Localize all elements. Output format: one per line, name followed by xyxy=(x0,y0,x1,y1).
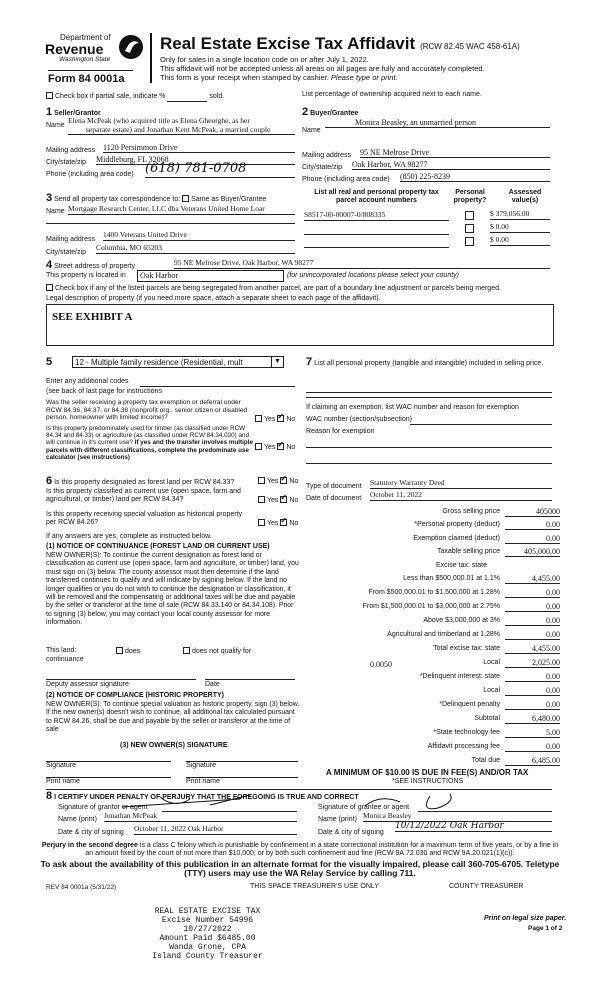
taxcorr-heading-text: Send all property tax correspondence to: xyxy=(54,196,181,203)
calc-t1-value[interactable]: 4,455.00 xyxy=(505,574,560,584)
segregated-checkbox[interactable] xyxy=(46,284,53,291)
sec6-q1 xyxy=(46,475,234,488)
calc-t2-label: From $500,000.01 to $1,500,000 at 1.28% xyxy=(368,589,500,596)
parcel-col-value xyxy=(500,189,550,205)
yes-label: Yes xyxy=(264,444,276,451)
calc-proc-fee-label: Affidavit processing fee xyxy=(427,743,500,750)
located-note: (for unincorporated locations please select your county) xyxy=(287,272,459,279)
doc-type-field[interactable]: Statutory Warranty Deed xyxy=(370,479,552,489)
legal-label: Legal description of property (if you need more space, attach a separate sheet to each page of the affidavit). xyxy=(46,295,381,302)
same-as-buyer-checkbox[interactable] xyxy=(182,195,189,202)
sec6-q1-answer xyxy=(258,477,298,486)
form-title: Real Estate Excise Tax Affidavit xyxy=(160,34,416,53)
calc-subtotal-value[interactable]: 6,480.00 xyxy=(505,714,560,724)
segregated-label: Check box if any of the listed parcels are being segregated from another parcel, are part of a boundary line adjustment or parcels being merged. xyxy=(55,285,501,292)
notice2-body: NEW OWNER(S): To continue special valuation as historic property, sign (3) below. If the new owner(s) doesn't wish to continue, all additional tax calculated pursuant to RCW 84.26, shall be due and payable by the seller or transferor at the time of sale xyxy=(46,701,300,734)
assessor-label: Deputy assessor signature xyxy=(46,681,129,688)
dept-line3: Washington State xyxy=(59,56,111,64)
calc-delinq-local xyxy=(310,687,560,698)
assessor-sig-field[interactable] xyxy=(46,678,196,680)
addl-codes-field[interactable] xyxy=(140,385,295,387)
notice3-head: (3) NEW OWNER(S) SIGNATURE xyxy=(120,742,228,749)
grantor-date-field[interactable]: October 11, 2022 Oak Harbor xyxy=(134,825,297,835)
local-rate: 0.0050 xyxy=(370,660,392,669)
sec7-text: List all personal property (tangible and intangible) included in selling price. xyxy=(314,360,544,367)
seller-city-label: City/state/zip xyxy=(46,159,87,166)
no-label: No xyxy=(289,478,299,485)
street-row xyxy=(46,259,135,272)
header-sub3a: This form is your receipt when stamped by cashier. xyxy=(160,73,329,82)
calc-exemption xyxy=(310,535,560,546)
sec5-q2 xyxy=(46,425,254,461)
form-number: Form 84 0001a xyxy=(48,70,133,86)
buyer-name-field[interactable]: Monica Beasley, an unmarried person xyxy=(325,118,550,128)
parcel-personal-3[interactable] xyxy=(465,237,474,246)
buyer-city-field[interactable]: Oak Harbor, WA 98277 xyxy=(352,160,550,170)
notice1-body: NEW OWNER(S): To continue the current designation as forest land or classification as current use (open space, farm and agriculture, or timber) land, you must sign on (3) below. The county assessor must then determine if the land transferred continues to qualify and will indicate by signing below. If the land no longer qualifies or you do not wish to continue the designation or classification, it will be removed and the compensating or additional taxes will be due and payable by the seller or transferor at the time of sale (RCW 84.33.140 or 84.34.108). Prior to signing (3) below, you may contact your local county assessor for more information. xyxy=(46,552,299,627)
calc-total-due-value[interactable]: 6,485.00 xyxy=(505,756,560,766)
land-use-value: 12 - Multiple family residence (Residential, mult xyxy=(75,358,243,367)
taxcorr-city-label: City/state/zip xyxy=(46,249,87,256)
sec5-q1-text: Was the seller receiving a property tax exemption or deferral under RCW 84.36, 84.37, or 84.38 (nonprofit org., senior citizen or disabled person, homeowner with limited income)? xyxy=(46,399,248,422)
sec5-q2b-text: If yes and the transfer involves multiple parcels with different classifications, complete the predominate use calculator (see instructions) xyxy=(46,439,253,461)
dept-line1: Department of xyxy=(60,33,111,42)
sec6-num: 6 xyxy=(46,475,53,487)
sec6-q1-text: Is this property designated as forest land per RCW 84.33? xyxy=(54,479,235,486)
sec6-q3: Is this property receiving special valuation as historical property per RCW 84.26? xyxy=(46,511,243,527)
calc-taxable-value[interactable]: 405,000.00 xyxy=(505,547,560,557)
partial-label-b: sold. xyxy=(209,93,225,100)
grantee-date-label: Date & city of signing xyxy=(318,829,384,836)
does-label: does xyxy=(125,648,141,655)
calc-proc-fee-value[interactable]: 0.00 xyxy=(505,742,560,752)
calc-local-value[interactable]: 2,025.00 xyxy=(505,658,560,668)
doc-date-label: Date of document xyxy=(306,495,362,502)
sec7 xyxy=(306,356,556,369)
calc-total-due xyxy=(310,757,560,768)
sec6-q3-yes[interactable] xyxy=(258,519,265,526)
stamp-line1: REAL ESTATE EXCISE TAX xyxy=(154,907,261,916)
reason-label: Reason for exemption xyxy=(306,428,375,435)
seller-num: 1 xyxy=(46,106,53,118)
grantor-name-label: Name (print) xyxy=(58,816,97,823)
does-option xyxy=(116,647,140,656)
certify-text: I CERTIFY UNDER PENALTY OF PERJURY THAT THE FOREGOING IS TRUE AND CORRECT xyxy=(54,794,359,801)
rev-number: REV 84 0001a (5/31/22) xyxy=(46,884,117,891)
calc-t5-label: Agricultural and timberland at 1.28% xyxy=(387,631,500,638)
parcel-h2b: property? xyxy=(453,197,487,205)
parcel-value-2[interactable]: $ 0.00 xyxy=(490,223,550,233)
calc-local-label: Local xyxy=(483,659,500,666)
no-label: No xyxy=(286,444,296,451)
seller-phone-label: Phone (including area code) xyxy=(46,171,134,178)
parcel-h3: Assessed xyxy=(508,189,542,196)
buyer-city-label: City/state/zip xyxy=(302,164,343,171)
revenue-logo-icon xyxy=(117,33,145,61)
calc-subtotal xyxy=(310,715,560,726)
grantor-signature-icon xyxy=(120,793,260,813)
assessor-date-label: Date xyxy=(205,681,220,688)
header-sub2: This affidavit will not be accepted unless all areas on all pages are fully and accurately completed. xyxy=(160,64,485,73)
calc-t3 xyxy=(310,603,560,614)
parcel-col-acct xyxy=(304,189,449,205)
calc-t2-value[interactable]: 0.00 xyxy=(505,588,560,598)
calc-t1-label: Less than $500,000.01 at 1.1% xyxy=(403,575,500,582)
calc-local xyxy=(310,659,560,670)
stamp-line3: 10/27/2022 xyxy=(183,925,232,934)
notice2-head: (2) NOTICE OF COMPLIANCE (HISTORIC PROPERTY) xyxy=(46,692,224,699)
sec8-num: 8 xyxy=(46,790,53,802)
grantee-name-label: Name (print) xyxy=(318,816,357,823)
calc-gross xyxy=(310,508,560,519)
seller-name-line2: separate estate) and Jonathan Kent McPeak, a married couple xyxy=(86,125,271,134)
land-use-select[interactable] xyxy=(72,356,284,368)
segregated-row xyxy=(46,284,501,293)
buyer-heading xyxy=(302,106,358,119)
parcel-value-3[interactable]: $ 0.00 xyxy=(490,236,550,246)
calc-t5 xyxy=(310,631,560,642)
parcel-acct-3[interactable] xyxy=(304,246,449,248)
stamp-line4: Amount Paid $6485.00 xyxy=(159,934,256,943)
partial-sale xyxy=(46,92,224,102)
calc-personal xyxy=(310,521,560,532)
calc-taxable xyxy=(310,548,560,559)
header-sub3b: Please type or print. xyxy=(330,73,398,82)
calc-gross-value[interactable]: 405000 xyxy=(505,507,560,517)
does-not-label: does not qualify for xyxy=(192,648,252,655)
calc-delinq-state xyxy=(310,673,560,684)
sec6-q2-answer xyxy=(258,496,298,505)
legal-size-note: Print on legal size paper. xyxy=(484,915,567,922)
sec5-q2-text: Is this property predominately used for timber (as classified under RCW 84.34 and 84.33) or agriculture (as classified under RCW 84.34.020) and will continue in it's current use? xyxy=(46,425,250,447)
street-field[interactable]: 95 NE Melrose Drive, Oak Harbor, WA 98277 xyxy=(174,259,550,269)
header-sub1: Only for sales in a single location code on or after July 1, 2022. xyxy=(160,55,369,64)
parcel-personal-1[interactable] xyxy=(465,211,474,220)
taxcorr-city-field[interactable]: Columbia, MO 65203 xyxy=(96,244,295,254)
seller-phone-field[interactable]: (618) 781-0708 xyxy=(145,162,295,178)
seller-name-field[interactable] xyxy=(68,116,295,135)
continuance-label: continuance xyxy=(46,656,84,663)
parcel-h1b: parcel account numbers xyxy=(336,197,417,205)
wac-label: WAC number (section/subsection) xyxy=(306,416,412,423)
grantor-date-label: Date & city of signing xyxy=(58,829,124,836)
seller-heading-text: Seller/Grantor xyxy=(54,110,101,117)
calc-exemption-label: Exemption claimed (deduct) xyxy=(413,535,500,542)
stamp-line2: Excise Number 54996 xyxy=(161,916,254,925)
sec6-q4: If any answers are yes, complete as instructed below. xyxy=(46,533,212,540)
does-not-checkbox[interactable] xyxy=(183,647,190,654)
calc-delinq-state-value[interactable]: 0.00 xyxy=(505,672,560,682)
parcel-h3b: value(s) xyxy=(511,197,539,205)
perjury-bold: Perjury in the second degree xyxy=(41,842,138,849)
sec6-q2-yes[interactable] xyxy=(258,496,265,503)
seller-name-line1: Elena McPeak (who acquired title as Elena Gheorghe, as her xyxy=(68,116,250,125)
sec5-q2-answer xyxy=(255,443,295,452)
calc-delinq-penalty-label: *Delinquent penalty xyxy=(439,701,500,708)
calc-taxable-label: Taxable selling price xyxy=(436,548,500,555)
treasurer-stamp xyxy=(150,907,265,961)
grantee-name-field[interactable]: Monica Beasley xyxy=(363,812,552,822)
grantor-name-field[interactable]: Jonathan McPeak xyxy=(104,812,297,822)
sec5-q2-no[interactable] xyxy=(277,443,284,450)
parcel-acct-1[interactable]: S8517-00-00007-0/808335 xyxy=(304,211,449,221)
alt-format: To ask about the availability of this publication in an alternate format for the visually impaired, please call 360-705-6705. Teletype (TTY) users may use the WA Relay Service by calling 711. xyxy=(40,859,560,878)
calc-exemption-value[interactable]: 0.00 xyxy=(505,534,560,544)
calc-t4-value[interactable]: 0.00 xyxy=(505,616,560,626)
calc-subtotal-label: Subtotal xyxy=(474,715,500,722)
stamp-line5: Wanda Grone, CPA xyxy=(169,943,246,952)
does-not-option xyxy=(183,647,251,656)
buyer-mail-field[interactable]: 95 NE Melrose Drive xyxy=(360,148,550,158)
legal-description-field[interactable] xyxy=(46,304,554,346)
street-num: 4 xyxy=(46,259,53,271)
located-select[interactable]: Oak Harbor xyxy=(137,270,284,282)
taxcorr-heading xyxy=(46,192,266,205)
owner-sig-label-1: Signature xyxy=(46,762,76,769)
calc-tech-fee-value[interactable]: 5.00 xyxy=(505,728,560,738)
street-label: Street address of property xyxy=(54,263,136,270)
seller-city-field[interactable]: Middleburg, FL 32068 xyxy=(96,155,295,165)
taxcorr-name-field[interactable]: Mortgage Research Center, LLC dba Veterans United Home Loar xyxy=(68,205,295,215)
owner-print-label-1: Print name xyxy=(46,778,80,785)
calc-gross-label: Gross selling price xyxy=(442,508,500,515)
buyer-phone-field[interactable]: (850) 225-8239 xyxy=(400,172,550,182)
same-as-buyer-label: Same as Buyer/Grantee xyxy=(191,196,267,203)
sec6-q3-no[interactable] xyxy=(280,519,287,526)
parcel-value-1[interactable]: $ 379,056.00 xyxy=(490,210,550,220)
perjury-body: is a class C felony which is punishable by confinement in a state correctional institution for a maximum term of five years, or by a fine in an amount fixed by the court of not more than $10,000, or by both such confinement and fine (RCW 9A.72.030 and RCW 9A.20.021(1)(c)). xyxy=(85,842,559,857)
partial-sale-checkbox[interactable] xyxy=(46,92,53,99)
no-label: No xyxy=(289,497,299,504)
buyer-phone-label: Phone (including area code) xyxy=(302,176,390,183)
no-label: No xyxy=(286,416,296,423)
personal-property-line2 xyxy=(306,396,552,398)
parcel-col-personal xyxy=(450,189,490,205)
header-sub3 xyxy=(160,73,580,82)
seller-mail-field[interactable]: 1120 Persimmon Drive xyxy=(103,143,295,153)
calc-delinq-local-label: Local xyxy=(483,687,500,694)
reason-field[interactable] xyxy=(306,446,552,448)
calc-tech-fee xyxy=(310,729,560,740)
calc-total-state xyxy=(310,645,560,656)
buyer-name-label: Name xyxy=(302,127,321,134)
buyer-num: 2 xyxy=(302,106,309,118)
addl-codes-label: Enter any additional codes xyxy=(46,378,129,385)
calc-t4-label: Above $3,000,000 at 3% xyxy=(423,617,500,624)
owner-sig-label-2: Signature xyxy=(186,762,216,769)
county-treasurer: COUNTY TREASURER xyxy=(449,883,524,890)
partial-label: Check box if partial sale, indicate % xyxy=(55,93,166,100)
dept-line2: Revenue xyxy=(45,41,104,58)
sec6-q1-no[interactable] xyxy=(280,477,287,484)
calc-delinq-penalty-value[interactable]: 0.00 xyxy=(505,700,560,710)
calc-total-state-label: Total excise tax: state xyxy=(433,645,500,652)
sec5-q1-yes[interactable] xyxy=(255,415,262,422)
calc-total-state-value[interactable]: 4,455.00 xyxy=(505,644,560,654)
assessor-date-field[interactable] xyxy=(205,678,295,680)
grantee-date-field[interactable]: 10/12/2022 Oak Harbor xyxy=(395,821,552,832)
wac-field[interactable] xyxy=(410,423,552,425)
buyer-mail-label: Mailing address xyxy=(302,152,352,159)
this-land-label: This land: xyxy=(46,647,77,654)
yes-label: Yes xyxy=(267,478,279,485)
parcel-h1: List all real and personal property tax xyxy=(314,189,439,196)
located-label: This property is located in xyxy=(46,272,126,279)
sec6-q1-yes[interactable] xyxy=(258,477,265,484)
parcel-personal-2[interactable] xyxy=(465,224,474,233)
partial-percent-field[interactable] xyxy=(167,93,207,102)
calc-delinq-state-label: *Delinquent interest: state xyxy=(419,673,500,680)
does-checkbox[interactable] xyxy=(116,647,123,654)
yes-label: Yes xyxy=(267,520,279,527)
sig-grantor-label: Signature of grantor or agent xyxy=(58,804,148,811)
parcel-acct-2[interactable] xyxy=(304,233,449,235)
sec6-q2-no[interactable] xyxy=(280,496,287,503)
excise-state-label: Excise tax: state xyxy=(436,562,487,569)
taxcorr-name-line2 xyxy=(46,222,295,224)
taxcorr-mail-field[interactable]: 1400 Veterans United Drive xyxy=(103,231,295,241)
calc-t4 xyxy=(310,617,560,628)
calc-personal-value[interactable]: 0.00 xyxy=(505,520,560,530)
header-divider xyxy=(150,33,152,83)
reason-line2 xyxy=(306,462,552,464)
calc-t2 xyxy=(310,589,560,600)
notice1-head: (1) NOTICE OF CONTINUANCE (FOREST LAND OR CURRENT USE) xyxy=(46,543,270,550)
stamp-line6: Island County Treasurer xyxy=(152,952,263,961)
calc-t5-value[interactable]: 0.00 xyxy=(505,630,560,640)
owner-print-label-2: Print name xyxy=(186,778,220,785)
seller-name-label: Name xyxy=(46,122,65,129)
ownership-note: List percentage of ownership acquired next to each name. xyxy=(302,91,482,98)
treasurer-use: THIS SPACE TREASURER'S USE ONLY xyxy=(250,883,379,890)
form-rcw: (RCW 82.45 WAC 458-61A) xyxy=(420,42,520,51)
buyer-heading-text: Buyer/Grantee xyxy=(310,110,359,117)
doc-type-label: Type of document xyxy=(306,483,362,490)
sec5-num: 5 xyxy=(46,356,53,368)
sec5-q1-answer xyxy=(255,415,295,424)
sec5-q2-yes[interactable] xyxy=(255,443,262,450)
calc-personal-label: *Personal property (deduct) xyxy=(414,521,500,528)
calc-t3-value[interactable]: 0.00 xyxy=(505,602,560,612)
calc-total-due-label: Total due xyxy=(471,757,500,764)
calc-delinq-penalty xyxy=(310,701,560,712)
sig-grantee-label: Signature of grantee or agent xyxy=(318,804,410,811)
sec6-q2: Is this property classified as current use (open space, farm and agricultural, or timber) land per RCW 84.34? xyxy=(46,488,241,504)
personal-property-field[interactable] xyxy=(306,382,552,393)
legal-description-text: SEE EXHIBIT A xyxy=(52,311,133,323)
exempt-note: If claiming an exemption, list WAC number and reason for exemption xyxy=(306,404,519,411)
calc-proc-fee xyxy=(310,743,560,754)
taxcorr-num: 3 xyxy=(46,192,53,204)
perjury-text xyxy=(40,842,560,858)
see-instructions: *SEE INSTRUCTIONS xyxy=(392,778,464,785)
minimum-note: A MINIMUM OF $10.00 IS DUE IN FEE(S) AND/OR TAX xyxy=(326,768,529,777)
page-number: Page 1 of 2 xyxy=(528,925,563,932)
sec7-num: 7 xyxy=(306,356,313,368)
yes-label: Yes xyxy=(267,497,279,504)
calc-t3-label: From $1,500,000.01 to $3,000,000 at 2.75% xyxy=(362,603,500,610)
seller-mail-label: Mailing address xyxy=(46,147,96,154)
parcel-h2: Personal xyxy=(455,189,485,196)
yes-label: Yes xyxy=(264,416,276,423)
sec6-q3-answer xyxy=(258,519,298,528)
no-label: No xyxy=(289,520,299,527)
dor-logo xyxy=(45,33,145,64)
sec5-q1 xyxy=(46,399,254,422)
calc-delinq-local-value[interactable]: 0.00 xyxy=(505,686,560,696)
calc-t1 xyxy=(310,575,560,586)
doc-date-field[interactable]: October 11, 2022 xyxy=(370,491,552,501)
taxcorr-mail-label: Mailing address xyxy=(46,236,96,243)
dropdown-arrow-icon[interactable]: ▼ xyxy=(271,357,283,367)
taxcorr-name-label: Name xyxy=(46,208,65,215)
addl-codes-note: (see back of last page for instructions xyxy=(46,388,162,395)
sec5-q1-no[interactable] xyxy=(277,415,284,422)
calc-tech-fee-label: *State technology fee xyxy=(433,729,500,736)
